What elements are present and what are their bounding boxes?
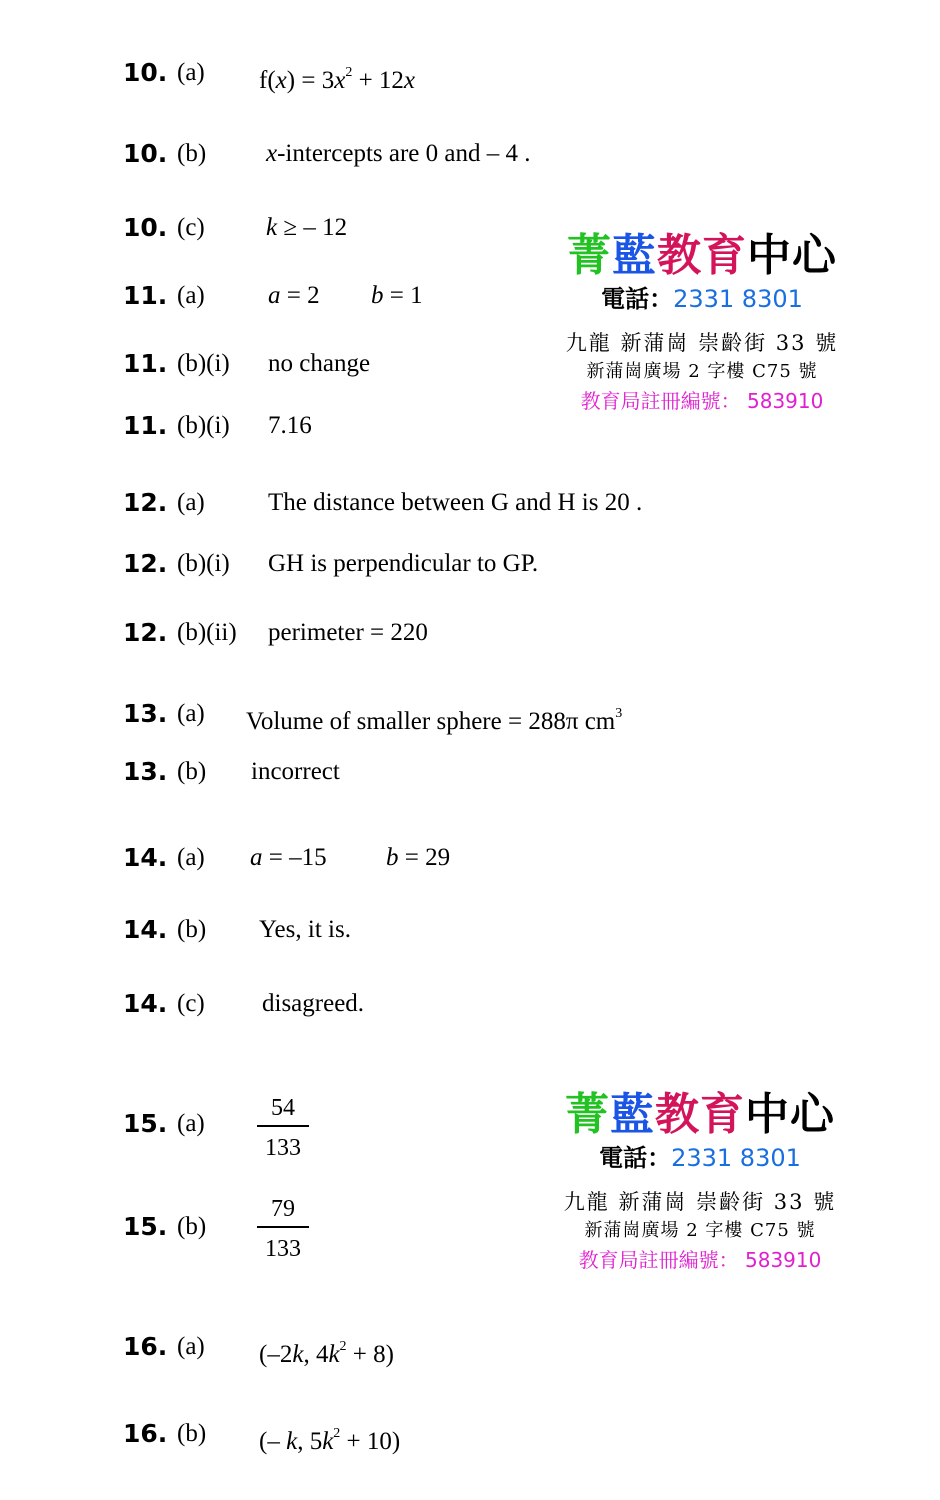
question-number: 15.	[123, 1109, 168, 1138]
school-logo-block	[542, 230, 862, 416]
answer-row	[0, 915, 940, 955]
school-logo-block	[540, 1089, 860, 1275]
answer-text: 7.16	[268, 412, 312, 439]
answer-text: Volume of smaller sphere = 288π $cm^3$	[246, 706, 623, 735]
answer-text: The distance between G and H is 20 .	[268, 489, 643, 516]
answer-text: $f(x) = 3x^2 + 12x$	[259, 65, 416, 94]
answer-text: a = 2	[268, 282, 320, 309]
question-number: 10.	[123, 58, 168, 87]
denominator: 133	[265, 1135, 301, 1161]
answer-text: k ≥ – 12	[266, 214, 348, 241]
question-part: (b)	[177, 916, 207, 943]
answer-text: incorrect	[251, 758, 340, 785]
answer-text: b = 29	[386, 844, 451, 871]
question-number: 11.	[123, 281, 168, 310]
question-part: (a)	[177, 282, 205, 309]
answer-row	[0, 843, 940, 883]
question-part: (a)	[177, 1333, 205, 1360]
question-number: 12.	[123, 618, 168, 647]
question-number: 14.	[123, 843, 168, 872]
question-number: 11.	[123, 411, 168, 440]
address-line-1: 九龍 新蒲崗 崇齡街 33 號	[563, 1190, 837, 1214]
school-name-part: 中心	[745, 1089, 835, 1140]
question-number: 15.	[123, 1212, 168, 1241]
question-part: (b)	[177, 140, 207, 167]
answer-text: perimeter = 220	[268, 619, 428, 646]
answer-text: no change	[268, 350, 371, 377]
phone-label: 電話：	[599, 1144, 672, 1172]
question-part: (a)	[177, 489, 205, 516]
school-name	[542, 230, 862, 282]
question-number: 12.	[123, 549, 168, 578]
question-part: (b)(i)	[177, 412, 230, 439]
question-part: (b)	[177, 758, 207, 785]
school-name	[540, 1089, 860, 1141]
question-number: 12.	[123, 488, 168, 517]
question-number: 16.	[123, 1332, 168, 1361]
question-part: (b)(i)	[177, 350, 230, 377]
phone-line	[542, 284, 862, 314]
question-part: (b)	[177, 1420, 207, 1447]
answer-row	[0, 989, 940, 1029]
numerator: 79	[271, 1196, 295, 1222]
address-line-2: 新蒲崗廣場 2 字樓 C75 號	[584, 1220, 816, 1241]
question-number: 13.	[123, 699, 168, 728]
answer-text: x-intercepts are 0 and – 4 .	[266, 140, 531, 167]
answer-row	[0, 618, 940, 658]
answer-row	[0, 139, 940, 179]
answer-row	[0, 757, 940, 797]
question-number: 10.	[123, 213, 168, 242]
question-part: (c)	[177, 990, 205, 1017]
school-name-part: 教育	[655, 1089, 745, 1140]
phone-label: 電話：	[601, 285, 674, 313]
fraction	[257, 1192, 309, 1264]
phone-number: 2331 8301	[673, 285, 803, 313]
answer-text: (– k, $5k^2 + 10$)	[259, 1426, 401, 1455]
answer-row	[0, 549, 940, 589]
school-name-part: 藍	[612, 230, 657, 281]
answer-row	[0, 411, 940, 451]
school-name-part: 藍	[610, 1089, 655, 1140]
school-name-part: 教育	[657, 230, 747, 281]
registration-number: 教育局註冊編號： 583910	[578, 1248, 822, 1272]
answer-row	[0, 1332, 940, 1372]
question-number: 16.	[123, 1419, 168, 1448]
question-number: 10.	[123, 139, 168, 168]
answer-row	[0, 58, 940, 98]
school-name-part: 中心	[747, 230, 837, 281]
school-name-part: 菁	[567, 230, 612, 281]
phone-number: 2331 8301	[671, 1144, 801, 1172]
phone-line	[540, 1143, 860, 1173]
question-part: (a)	[177, 844, 205, 871]
numerator: 54	[271, 1095, 295, 1121]
question-number: 13.	[123, 757, 168, 786]
question-part: (a)	[177, 1110, 205, 1137]
question-number: 14.	[123, 989, 168, 1018]
question-number: 11.	[123, 349, 168, 378]
registration-number: 教育局註冊編號： 583910	[580, 389, 824, 413]
school-name-part: 菁	[565, 1089, 610, 1140]
answer-row	[0, 699, 940, 739]
question-part: (b)(ii)	[177, 619, 237, 646]
fraction	[257, 1091, 309, 1163]
answer-row	[0, 488, 940, 528]
answer-text: disagreed.	[262, 990, 365, 1017]
address-line-1: 九龍 新蒲崗 崇齡街 33 號	[565, 331, 839, 355]
answer-row	[0, 1419, 940, 1459]
question-part: (b)(i)	[177, 550, 230, 577]
answer-text: Yes, it is.	[259, 916, 351, 943]
question-part: (a)	[177, 700, 205, 727]
question-number: 14.	[123, 915, 168, 944]
answer-text: (–2k, $4k^2 + 8$)	[259, 1339, 394, 1368]
answer-text: a = –15	[250, 844, 327, 871]
question-part: (c)	[177, 214, 205, 241]
answer-text: b = 1	[371, 282, 423, 309]
question-part: (a)	[177, 59, 205, 86]
address-line-2: 新蒲崗廣場 2 字樓 C75 號	[586, 361, 818, 382]
answer-text: GH is perpendicular to GP.	[268, 550, 539, 577]
question-part: (b)	[177, 1213, 207, 1240]
denominator: 133	[265, 1236, 301, 1262]
